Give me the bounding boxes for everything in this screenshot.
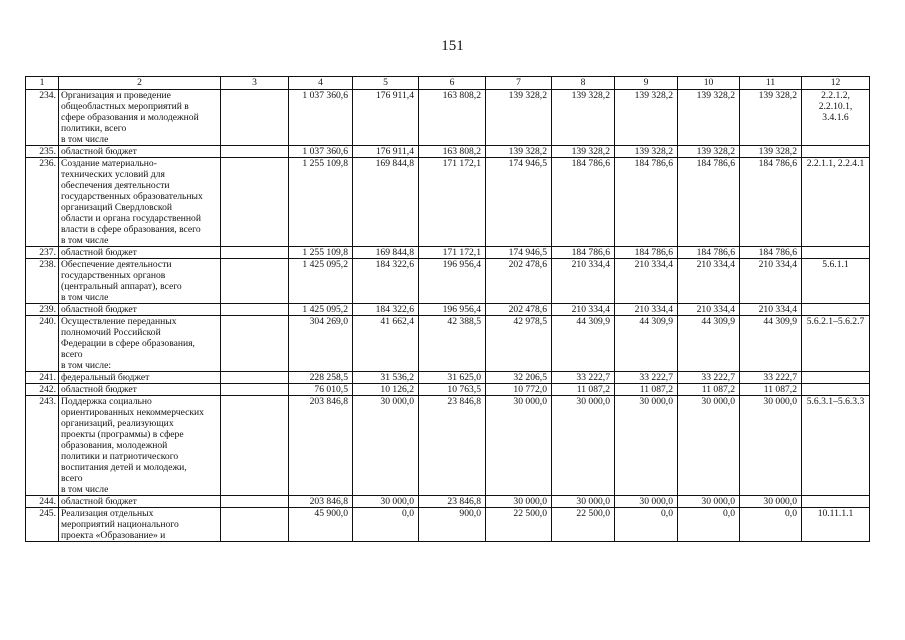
row-value: 1 425 095,2 (289, 259, 353, 304)
column-number: 8 (552, 77, 615, 90)
row-index: 238. (26, 259, 59, 304)
row-name: Реализация отдельных мероприятий национального проекта «Образование» и (59, 508, 221, 542)
row-value: 30 000,0 (486, 496, 552, 508)
table-row (26, 372, 870, 384)
row-value: 210 334,4 (740, 259, 802, 304)
table-row (26, 304, 870, 316)
row-name: областной бюджет (59, 146, 221, 158)
row-value: 30 000,0 (552, 496, 615, 508)
column-number: 7 (486, 77, 552, 90)
row-value: 139 328,2 (678, 146, 740, 158)
row-value: 44 309,9 (678, 316, 740, 372)
row-value: 30 000,0 (678, 496, 740, 508)
table-row (26, 247, 870, 259)
row-code (802, 146, 870, 158)
row-value: 0,0 (353, 508, 419, 542)
row-value: 0,0 (615, 508, 678, 542)
row-value: 174 946,5 (486, 247, 552, 259)
row-value: 1 037 360,6 (289, 146, 353, 158)
table-row (26, 384, 870, 396)
row-value: 169 844,8 (353, 247, 419, 259)
row-value: 210 334,4 (678, 304, 740, 316)
row-value: 139 328,2 (486, 90, 552, 146)
row-value: 1 037 360,6 (289, 90, 353, 146)
row-value: 184 786,6 (678, 158, 740, 247)
column-number: 12 (802, 77, 870, 90)
row-value: 30 000,0 (353, 496, 419, 508)
row-value: 139 328,2 (678, 90, 740, 146)
row-index: 244. (26, 496, 59, 508)
row-value: 196 956,4 (419, 304, 486, 316)
row-value: 11 087,2 (678, 384, 740, 396)
row-value: 210 334,4 (678, 259, 740, 304)
row-value: 41 662,4 (353, 316, 419, 372)
row-value: 210 334,4 (615, 304, 678, 316)
row-code: 5.6.3.1–5.6.3.3 (802, 396, 870, 496)
row-value: 31 625,0 (419, 372, 486, 384)
row-value: 139 328,2 (552, 146, 615, 158)
row-value: 184 786,6 (740, 247, 802, 259)
table-row (26, 316, 870, 372)
row-value: 10 763,5 (419, 384, 486, 396)
row-code (802, 384, 870, 396)
row-value: 184 322,6 (353, 304, 419, 316)
row-name: областной бюджет (59, 496, 221, 508)
row-value: 176 911,4 (353, 146, 419, 158)
table-row (26, 90, 870, 146)
row-column-3 (221, 396, 289, 496)
row-index: 241. (26, 372, 59, 384)
row-value: 184 786,6 (615, 247, 678, 259)
column-number: 6 (419, 77, 486, 90)
row-value: 304 269,0 (289, 316, 353, 372)
row-code (802, 247, 870, 259)
row-index: 243. (26, 396, 59, 496)
column-number: 11 (740, 77, 802, 90)
row-value: 171 172,1 (419, 158, 486, 247)
row-value: 30 000,0 (353, 396, 419, 496)
row-value: 169 844,8 (353, 158, 419, 247)
row-name: федеральный бюджет (59, 372, 221, 384)
row-value: 76 010,5 (289, 384, 353, 396)
row-value: 22 500,0 (552, 508, 615, 542)
column-number: 5 (353, 77, 419, 90)
row-value: 10 126,2 (353, 384, 419, 396)
row-index: 245. (26, 508, 59, 542)
row-value: 184 786,6 (615, 158, 678, 247)
row-value: 203 846,8 (289, 496, 353, 508)
row-name: Создание материально- технических условий для обеспечения деятельности государственных образовательных организаций Свердловской области и органа государственной власти в сфере образования, всего в том числе (59, 158, 221, 247)
row-value: 196 956,4 (419, 259, 486, 304)
row-value: 44 309,9 (740, 316, 802, 372)
row-value: 139 328,2 (740, 146, 802, 158)
row-value: 210 334,4 (552, 304, 615, 316)
row-name: областной бюджет (59, 304, 221, 316)
row-value: 139 328,2 (615, 90, 678, 146)
row-value: 30 000,0 (615, 396, 678, 496)
row-value: 23 846,8 (419, 496, 486, 508)
row-code (802, 496, 870, 508)
row-value: 174 946,5 (486, 158, 552, 247)
row-name: областной бюджет (59, 384, 221, 396)
row-index: 236. (26, 158, 59, 247)
row-name: Поддержка социально ориентированных некоммерческих организаций, реализующих проекты (программы) в сфере образования, молодежной политики и патриотического воспитания детей и молодежи, всего в том числе (59, 396, 221, 496)
column-number: 2 (59, 77, 221, 90)
row-value: 210 334,4 (615, 259, 678, 304)
row-value: 42 388,5 (419, 316, 486, 372)
row-code: 2.2.1.2, 2.2.10.1, 3.4.1.6 (802, 90, 870, 146)
row-value: 1 255 109,8 (289, 158, 353, 247)
row-name: Обеспечение деятельности государственных органов (центральный аппарат), всего в том числе (59, 259, 221, 304)
row-value: 10 772,0 (486, 384, 552, 396)
row-value: 0,0 (678, 508, 740, 542)
table-row (26, 508, 870, 542)
row-name: областной бюджет (59, 247, 221, 259)
row-value: 32 206,5 (486, 372, 552, 384)
table-row (26, 396, 870, 496)
row-value: 184 786,6 (552, 158, 615, 247)
row-value: 203 846,8 (289, 396, 353, 496)
row-value: 900,0 (419, 508, 486, 542)
row-index: 242. (26, 384, 59, 396)
row-value: 30 000,0 (740, 496, 802, 508)
row-value: 33 222,7 (740, 372, 802, 384)
row-value: 139 328,2 (615, 146, 678, 158)
row-value: 202 478,6 (486, 259, 552, 304)
row-value: 139 328,2 (740, 90, 802, 146)
row-value: 171 172,1 (419, 247, 486, 259)
row-value: 1 255 109,8 (289, 247, 353, 259)
row-value: 23 846,8 (419, 396, 486, 496)
row-value: 30 000,0 (615, 496, 678, 508)
row-value: 44 309,9 (552, 316, 615, 372)
row-value: 42 978,5 (486, 316, 552, 372)
row-code: 2.2.1.1, 2.2.4.1 (802, 158, 870, 247)
row-value: 11 087,2 (740, 384, 802, 396)
row-index: 235. (26, 146, 59, 158)
row-value: 210 334,4 (552, 259, 615, 304)
row-column-3 (221, 90, 289, 146)
row-value: 45 900,0 (289, 508, 353, 542)
row-value: 31 536,2 (353, 372, 419, 384)
table-row (26, 146, 870, 158)
row-value: 184 322,6 (353, 259, 419, 304)
row-value: 163 808,2 (419, 90, 486, 146)
row-value: 139 328,2 (552, 90, 615, 146)
row-value: 11 087,2 (615, 384, 678, 396)
row-index: 234. (26, 90, 59, 146)
row-column-3 (221, 508, 289, 542)
column-number-row (26, 77, 870, 90)
row-value: 30 000,0 (740, 396, 802, 496)
row-index: 240. (26, 316, 59, 372)
row-value: 11 087,2 (552, 384, 615, 396)
row-value: 139 328,2 (486, 146, 552, 158)
row-value: 210 334,4 (740, 304, 802, 316)
row-column-3 (221, 146, 289, 158)
row-name: Осуществление переданных полномочий Российской Федерации в сфере образования, всего в том числе: (59, 316, 221, 372)
row-index: 237. (26, 247, 59, 259)
row-code: 5.6.2.1–5.6.2.7 (802, 316, 870, 372)
table-row (26, 496, 870, 508)
table-row (26, 158, 870, 247)
row-value: 1 425 095,2 (289, 304, 353, 316)
row-code (802, 372, 870, 384)
row-column-3 (221, 496, 289, 508)
column-number: 1 (26, 77, 59, 90)
row-column-3 (221, 247, 289, 259)
column-number: 4 (289, 77, 353, 90)
row-value: 33 222,7 (552, 372, 615, 384)
row-value: 30 000,0 (552, 396, 615, 496)
row-code: 5.6.1.1 (802, 259, 870, 304)
row-value: 0,0 (740, 508, 802, 542)
row-value: 184 786,6 (552, 247, 615, 259)
table-row (26, 259, 870, 304)
row-column-3 (221, 316, 289, 372)
row-value: 33 222,7 (678, 372, 740, 384)
row-value: 22 500,0 (486, 508, 552, 542)
row-column-3 (221, 158, 289, 247)
column-number: 3 (221, 77, 289, 90)
row-value: 184 786,6 (740, 158, 802, 247)
column-number: 10 (678, 77, 740, 90)
row-column-3 (221, 384, 289, 396)
row-column-3 (221, 304, 289, 316)
row-value: 163 808,2 (419, 146, 486, 158)
row-name: Организация и проведение общеобластных мероприятий в сфере образования и молодежной политики, всего в том числе (59, 90, 221, 146)
page-number: 151 (441, 38, 464, 54)
row-value: 30 000,0 (486, 396, 552, 496)
row-value: 176 911,4 (353, 90, 419, 146)
column-number: 9 (615, 77, 678, 90)
row-value: 30 000,0 (678, 396, 740, 496)
budget-table (25, 76, 870, 542)
row-code (802, 304, 870, 316)
row-value: 33 222,7 (615, 372, 678, 384)
row-index: 239. (26, 304, 59, 316)
table-body (26, 90, 870, 542)
row-column-3 (221, 259, 289, 304)
row-column-3 (221, 372, 289, 384)
row-code: 10.11.1.1 (802, 508, 870, 542)
row-value: 202 478,6 (486, 304, 552, 316)
row-value: 44 309,9 (615, 316, 678, 372)
row-value: 228 258,5 (289, 372, 353, 384)
row-value: 184 786,6 (678, 247, 740, 259)
